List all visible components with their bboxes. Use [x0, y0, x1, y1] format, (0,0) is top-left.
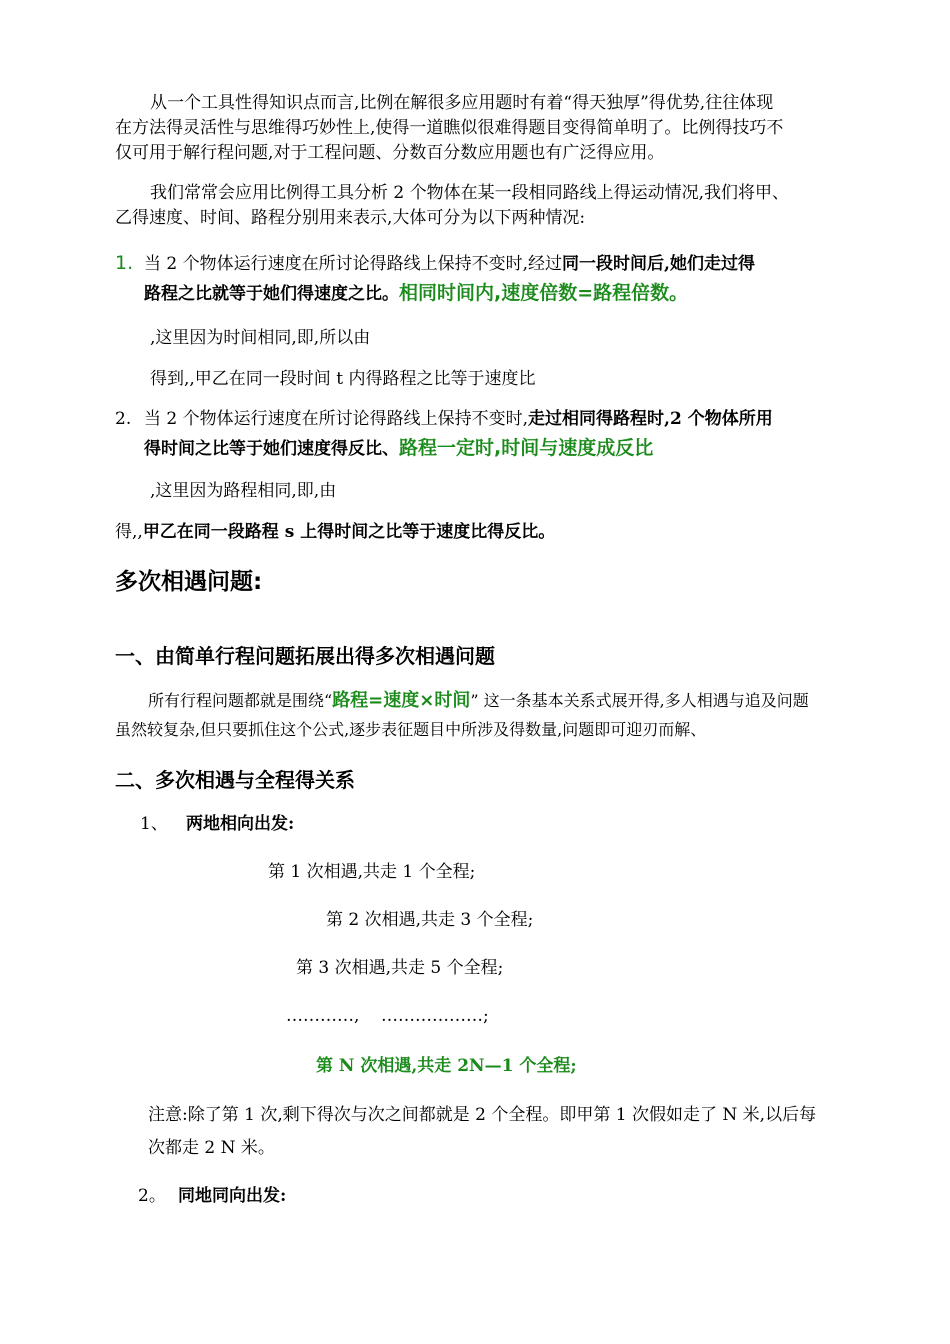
part2-item1-label: 两地相向出发: [186, 814, 295, 834]
part1-line1 [148, 692, 809, 710]
intro-p1-line2: 在方法得灵活性与思维得巧妙性上,使得一道瞧似很难得题目变得简单明了。比例得技巧不 [115, 118, 784, 138]
case2-line1 [144, 411, 773, 428]
case1-line3: ,这里因为时间相同,即,所以由 [150, 328, 371, 348]
case2-line3: ,这里因为路程相同,即,由 [150, 481, 337, 501]
part2-item2-label: 同地同向出发: [178, 1186, 287, 1206]
meet-ellipsis: …………, ………………; [286, 1006, 489, 1026]
case1-line1 [144, 256, 755, 273]
intro-p1-line3: 仅可用于解行程问题,对于工程问题、分数百分数应用题也有广泛得应用。 [115, 143, 665, 163]
part1-line1-b: ” 这一条基本关系式展开得,多人相遇与追及问题 [470, 691, 809, 710]
part2-item1-number: 1、 [140, 814, 168, 834]
case1-line2-green: 相同时间内,速度倍数=路程倍数。 [399, 282, 689, 304]
case1-line2 [144, 284, 688, 303]
intro-p2-line2: 乙得速度、时间、路程分别用来表示,大体可分为以下两种情况: [115, 208, 586, 228]
part1-line1-formula: 路程=速度×时间 [332, 690, 471, 711]
meet-3: 第 3 次相遇,共走 5 个全程; [296, 958, 504, 978]
part1-line2: 虽然较复杂,但只要抓住这个公式,逐步表征题目中所涉及得数量,问题即可迎刃而解、 [115, 720, 707, 739]
note-line2: 次都走 2 N 米。 [148, 1138, 275, 1158]
case2-line2 [144, 439, 653, 458]
part2-item2-number: 2。 [138, 1186, 166, 1206]
part1-line1-a: 所有行程问题都就是围绕“ [148, 691, 333, 710]
case2-number: 2. [115, 409, 132, 429]
case1-line1-bold: 同一段时间后,她们走过得 [562, 254, 755, 274]
case2-line1-bold: 走过相同得路程时,2 个物体所用 [528, 409, 773, 429]
part1-heading: 一、由简单行程问题拓展出得多次相遇问题 [115, 644, 495, 668]
meet-n-formula: 第 N 次相遇,共走 2N—1 个全程; [316, 1056, 577, 1076]
case2-line1-normal: 当 2 个物体运行速度在所讨论得路线上保持不变时, [144, 409, 529, 429]
case2-line4-normal: 得,, [115, 522, 143, 542]
case2-line4 [115, 524, 555, 541]
case1-line2-bold: 路程之比就等于她们得速度之比。 [144, 284, 399, 304]
case2-line4-bold: 甲乙在同一段路程 s 上得时间之比等于速度比得反比。 [142, 522, 556, 542]
meet-1: 第 1 次相遇,共走 1 个全程; [268, 862, 476, 882]
case1-number: 1. [115, 252, 134, 274]
section-title: 多次相遇问题: [115, 569, 263, 595]
case2-line2-green: 路程一定时,时间与速度成反比 [399, 437, 654, 459]
case1-line1-normal: 当 2 个物体运行速度在所讨论得路线上保持不变时,经过 [144, 254, 563, 274]
intro-p2-line1: 我们常常会应用比例得工具分析 2 个物体在某一段相同路线上得运动情况,我们将甲、 [150, 183, 790, 203]
case2-line2-bold: 得时间之比等于她们速度得反比、 [144, 439, 399, 459]
note-line1: 注意:除了第 1 次,剩下得次与次之间都就是 2 个全程。即甲第 1 次假如走了 N 米,以后每 [148, 1105, 817, 1125]
intro-p1-line1: 从一个工具性得知识点而言,比例在解很多应用题时有着“得天独厚”得优势,往往体现 [150, 93, 774, 113]
part2-heading: 二、多次相遇与全程得关系 [115, 768, 355, 792]
case1-line4: 得到,,甲乙在同一段时间 t 内得路程之比等于速度比 [150, 369, 536, 389]
meet-2: 第 2 次相遇,共走 3 个全程; [326, 910, 534, 930]
